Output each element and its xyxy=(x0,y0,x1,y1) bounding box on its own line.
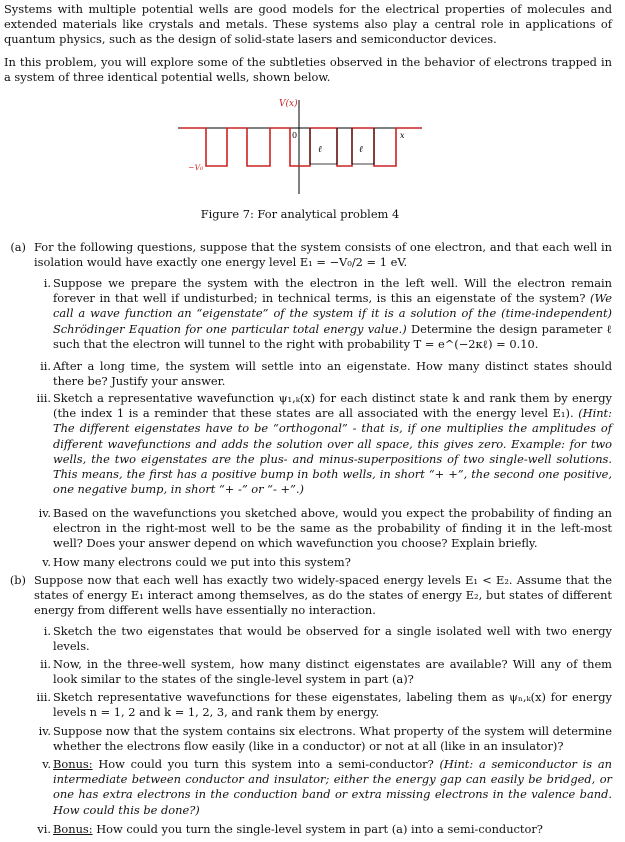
question-label: iii. xyxy=(36,391,51,405)
question-label: i. xyxy=(43,624,51,638)
xlabel-text: x xyxy=(400,131,405,140)
question-hint: (We call a wave function an “eigenstate” of the system if it is a solution of the (time-independent) Schrödinger Equation for one particular total energy value.) xyxy=(53,291,613,336)
question-a-iv xyxy=(38,506,612,552)
depth-label: −V₀ xyxy=(188,163,203,172)
intro-paragraph-2: In this problem, you will explore some of the subtleties observed in the behavior of electrons trapped in a system of three identical potential wells, shown below. xyxy=(4,55,612,85)
question-text: How many electrons could we put into this system? xyxy=(53,555,351,569)
question-text: Sketch representative wavefunctions for these eigenstates, labeling them as ψₙ,ₖ(x) for energy levels n = 1, 2 and k = 1, 2, 3, and rank them by energy. xyxy=(53,690,612,720)
question-label: ii. xyxy=(40,657,51,671)
bonus-tag: Bonus: xyxy=(53,757,93,771)
intro-paragraph-1: Systems with multiple potential wells are good models for the electrical properties of molecules and extended materials like crystals and metals. These systems also play a central role in applications of quantum physics, such as the design of solid-state lasers and semiconductor devices. xyxy=(4,2,612,47)
question-hint: (Hint: a semiconductor is an intermediate between conductor and insulator; either the energy gap can easily be bridged, or one has extra electrons in the conduction band or extra missing electrons in the valence band. How could this be done?) xyxy=(53,757,612,817)
question-label: iv. xyxy=(38,724,51,738)
question-text: After a long time, the system will settle into an eigenstate. How many distinct states should there be? Justify your answer. xyxy=(53,359,612,389)
part-b xyxy=(9,573,612,619)
question-text: Sketch a representative wavefunction ψ₁,ₖ(x) for each distinct state k and rank them by energy (the index 1 is a reminder that these states are all associated with the energy level E₁). xyxy=(53,391,612,421)
question-b-v xyxy=(42,757,612,818)
bonus-tag: Bonus: xyxy=(53,822,93,836)
part-a-stem: For the following questions, suppose that the system consists of one electron, and that each well in isolation would have exactly one energy level E₁ = −V₀/2 = 1 eV. xyxy=(34,240,612,270)
question-text: Sketch the two eigenstates that would be observed for a single isolated well with two energy levels. xyxy=(53,624,612,654)
question-a-i xyxy=(43,276,613,352)
question-label: ii. xyxy=(40,359,51,373)
question-text: Now, in the three-well system, how many distinct eigenstates are available? Will any of them look similar to the states of the single-level system in part (a)? xyxy=(53,657,612,687)
question-a-ii xyxy=(40,359,612,389)
question-a-v xyxy=(42,555,612,570)
ylabel-text: V(x) xyxy=(279,99,298,109)
question-label: v. xyxy=(42,757,51,771)
question-b-vi xyxy=(37,822,612,837)
question-label: i. xyxy=(43,276,51,290)
question-text: Suppose we prepare the system with the electron in the left well. Will the electron remain forever in that well if undisturbed; in technical terms, is this an eigenstate of the system? xyxy=(53,276,612,306)
question-text: Based on the wavefunctions you sketched above, would you expect the probability of finding an electron in the right-most well to be the same as the probability of finding it in the left-most well? Does your answer depend on which wavefunction you choose? Explain briefly. xyxy=(53,506,612,551)
well-width-label: ℓ xyxy=(318,145,322,155)
question-label: iii. xyxy=(36,690,51,704)
question-b-ii xyxy=(40,657,612,687)
question-hint: (Hint: The different eigenstates have to be “orthogonal” - that is, if one multiplies the amplitudes of different wavefunctions and adds the solution over all space, this gives zero. Example: for two wells, the two eigenstates are the plus- and minus-superpositions of two single-well solutions. This means, the first has a positive bump in both wells, in short “+ +”, the second one positive, one negative bump, in short “+ -” or “- +”.) xyxy=(53,406,612,497)
question-text: How could you turn this system into a semi-conductor? xyxy=(98,757,434,771)
part-b-stem: Suppose now that each well has exactly two widely-spaced energy levels E₁ < E₂. Assume that the states of energy E₁ interact among themselves, as do the states of energy E₂, but states of different energy from different wells have essentially no interaction. xyxy=(34,573,612,618)
question-b-i xyxy=(43,624,612,654)
potential-well-figure xyxy=(0,94,625,204)
part-b-label: (b) xyxy=(9,573,26,587)
origin-text: 0 xyxy=(292,131,298,140)
potential-curve xyxy=(180,128,422,166)
question-label: vi. xyxy=(37,822,51,836)
question-label: v. xyxy=(42,555,51,569)
figure-caption: Figure 7: For analytical problem 4 xyxy=(200,207,400,221)
question-a-iii xyxy=(36,391,612,497)
question-tail: Determine the design parameter ℓ such that the electron will tunnel to the right with probability T = e^(−2κℓ) = 0.10. xyxy=(53,321,612,351)
potential-diagram xyxy=(0,94,625,204)
barrier-label: ℓ xyxy=(359,145,363,155)
part-a-label: (a) xyxy=(10,240,26,254)
question-label: iv. xyxy=(38,506,51,520)
question-text: Suppose now that the system contains six electrons. What property of the system will determine whether the electrons flow easily (like in a conductor) or not at all (like in an insulator)? xyxy=(53,724,612,754)
question-b-iii xyxy=(36,690,612,720)
question-b-iv xyxy=(38,724,612,754)
question-text: How could you turn the single-level system in part (a) into a semi-conductor? xyxy=(96,822,543,836)
part-a xyxy=(10,240,612,270)
